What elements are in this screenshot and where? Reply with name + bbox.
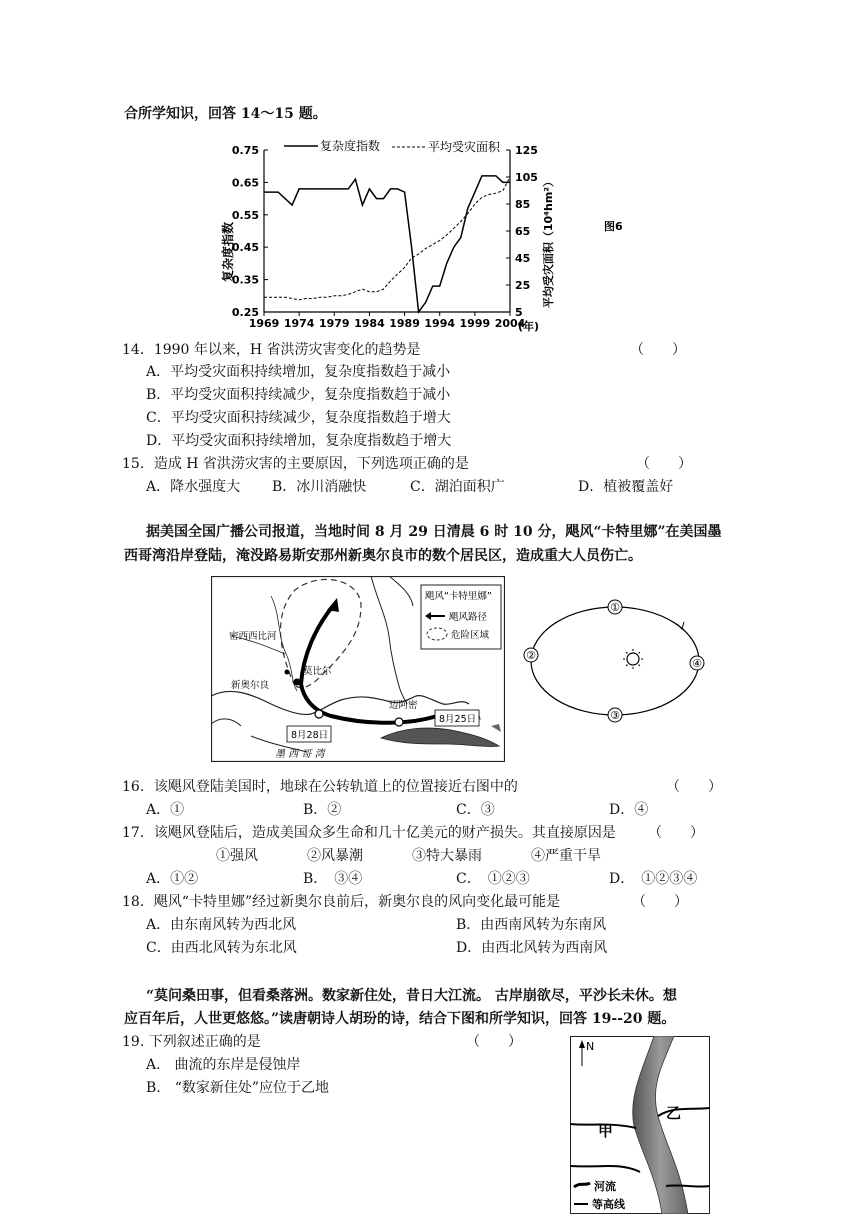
label-jia: 甲 (598, 1122, 614, 1140)
hurricane-intro-line2: 西哥湾沿岸登陆，淹没路易斯安那州新奥尔良市的数个居民区，造成重大人员伤亡。 (124, 548, 642, 564)
q17-option-b: B． ③④ (303, 871, 363, 887)
x-tick-label: 2004 (494, 317, 526, 330)
q18-option-c: C．由西北风转为东北风 (146, 940, 297, 956)
q18-option-b: B．由西南风转为东南风 (456, 917, 607, 933)
q14-option-d: D．平均受灾面积持续增加，复杂度指数趋于增大 (146, 433, 452, 449)
q17-option-d: D． ①②③④ (609, 871, 698, 887)
q19-option-a: A. 曲流的东岸是侵蚀岸 (146, 1057, 301, 1073)
y-right-tick-label: 25 (515, 279, 531, 292)
q14-paren: （ ） (630, 342, 686, 358)
legend-river: 河流 (594, 1180, 616, 1193)
q17-option-a: A．①② (146, 871, 199, 887)
legend-contour: 等高线 (592, 1198, 625, 1211)
q19-paren: （ ） (466, 1034, 522, 1050)
y-left-tick-label: 0.25 (231, 306, 259, 319)
q16-stem: 16．该飓风登陆美国时，地球在公转轨道上的位置接近右图中的 (122, 779, 518, 795)
map-legend-path: 飓风路径 (449, 612, 488, 623)
q16-option-c: C．③ (456, 802, 495, 818)
orbit-pos-3: ③ (610, 709, 620, 722)
label-new-orleans: 新奥尔良 (231, 680, 270, 691)
q15-paren: （ ） (636, 456, 692, 472)
hurricane-intro-line1: 据美国全国广播公司报道，当地时间 8 月 29 日清晨 6 时 10 分，飓风“卡特里娜”在美国墨 (146, 524, 722, 540)
x-tick-label: 1999 (459, 317, 491, 330)
y-left-tick-label: 0.55 (231, 208, 259, 222)
y-right-tick-label: 85 (515, 198, 531, 211)
river-contour-map (570, 1036, 710, 1214)
y-left-tick-label: 0.75 (231, 144, 259, 157)
q14-option-a: A．平均受灾面积持续增加，复杂度指数趋于减小 (146, 364, 451, 380)
q18-stem: 18．飓风“卡特里娜”经过新奥尔良前后，新奥尔良的风向变化最可能是 (122, 894, 561, 910)
q15-option-a: A．降水强度大 (146, 479, 241, 495)
x-tick-label: 1989 (389, 317, 420, 330)
q19-option-b: B. “数家新住处”应位于乙地 (146, 1080, 330, 1096)
y-right-tick-label: 125 (515, 144, 538, 157)
y-left-tick-label: 0.35 (231, 273, 259, 287)
flood-chart (210, 134, 630, 338)
q15-stem: 15．造成 H 省洪涝灾害的主要原因，下列选项正确的是 (122, 456, 469, 472)
map-legend-danger: 危险区域 (451, 630, 490, 641)
y-right-label: 平均受灾面积（10⁴hm²） (542, 175, 555, 309)
q16-option-a: A．① (146, 802, 185, 818)
q16-option-b: B．② (303, 802, 342, 818)
complexity-index-line (264, 176, 510, 312)
q16-paren: （ ） (666, 779, 722, 795)
label-date-aug25: 8月25日 (439, 714, 477, 725)
map-legend-title: 飓风“卡特里娜” (425, 591, 492, 602)
q16-option-d: D．④ (609, 802, 649, 818)
x-tick-label: 1969 (248, 317, 280, 330)
y-left-tick-label: 0.65 (231, 176, 259, 190)
x-unit: (年) (518, 320, 540, 333)
y-right-tick-label: 65 (515, 225, 531, 238)
legend-series-1: 复杂度指数 (320, 139, 381, 153)
x-tick-label: 1994 (424, 317, 456, 330)
q14-stem: 14．1990 年以来，H 省洪涝灾害变化的趋势是 (122, 342, 421, 358)
hurricane-map (211, 576, 505, 762)
poem-line2: 应百年后，人世更悠悠。”读唐朝诗人胡玢的诗，结合下图和所学知识，回答 19--20 题。 (124, 1011, 676, 1027)
figure-label: 图6 (604, 220, 623, 233)
x-tick-label: 1984 (354, 317, 385, 330)
label-yi: 乙 (666, 1104, 682, 1122)
q18-paren: （ ） (632, 894, 688, 910)
q17-item-3: ③特大暴雨 (412, 848, 482, 864)
q15-option-b: B．冰川消融快 (272, 479, 367, 495)
legend-series-2: 平均受灾面积 (428, 140, 501, 154)
y-left-label: 复杂度指数 (221, 221, 235, 283)
north-label: N (586, 1040, 595, 1053)
q18-option-d: D．由西北风转为西南风 (456, 940, 608, 956)
q17-option-c: C． ①②③ (456, 871, 530, 887)
orbit-pos-2: ② (526, 649, 536, 662)
q17-stem: 17．该飓风登陆后，造成美国众多生命和几十亿美元的财产损失。其直接原因是 (122, 825, 616, 841)
y-right-tick-label: 45 (515, 252, 531, 265)
orbit-pos-1: ① (610, 601, 620, 614)
label-mississippi: 密西西比河 (229, 631, 277, 642)
q14-option-b: B．平均受灾面积持续减少，复杂度指数趋于减小 (146, 387, 451, 403)
intro-line: 合所学知识，回答 14～15 题。 (124, 106, 327, 122)
poem-line1: “莫问桑田事，但看桑落洲。数家新住处，昔日大江流。 古岸崩欲尽，平沙长未休。想 (146, 988, 677, 1004)
orbit-diagram (520, 594, 710, 728)
q17-item-2: ②风暴潮 (307, 848, 363, 864)
y-right-tick-label: 105 (515, 171, 538, 184)
label-miami: 迈阿密 (389, 700, 418, 711)
orbit-pos-4: ④ (692, 657, 702, 670)
q14-option-c: C．平均受灾面积持续减少，复杂度指数趋于增大 (146, 410, 451, 426)
label-mobile: 莫比尔 (303, 666, 332, 677)
label-gulf: 墨 西 哥 湾 (275, 749, 325, 760)
q19-stem: 19. 下列叙述正确的是 (122, 1034, 261, 1050)
q15-option-c: C．湖泊面积广 (410, 479, 505, 495)
q15-option-d: D．植被覆盖好 (578, 479, 674, 495)
label-date-aug28: 8月28日 (291, 730, 329, 741)
x-tick-label: 1979 (318, 317, 350, 330)
y-right-tick-label: 5 (515, 306, 523, 319)
q18-option-a: A．由东南风转为西北风 (146, 917, 297, 933)
q17-item-1: ①强风 (216, 848, 258, 864)
q17-item-4: ④严重干旱 (531, 848, 601, 864)
x-tick-label: 1974 (283, 317, 315, 330)
y-left-tick-label: 0.45 (231, 241, 259, 255)
q17-paren: （ ） (648, 825, 704, 841)
